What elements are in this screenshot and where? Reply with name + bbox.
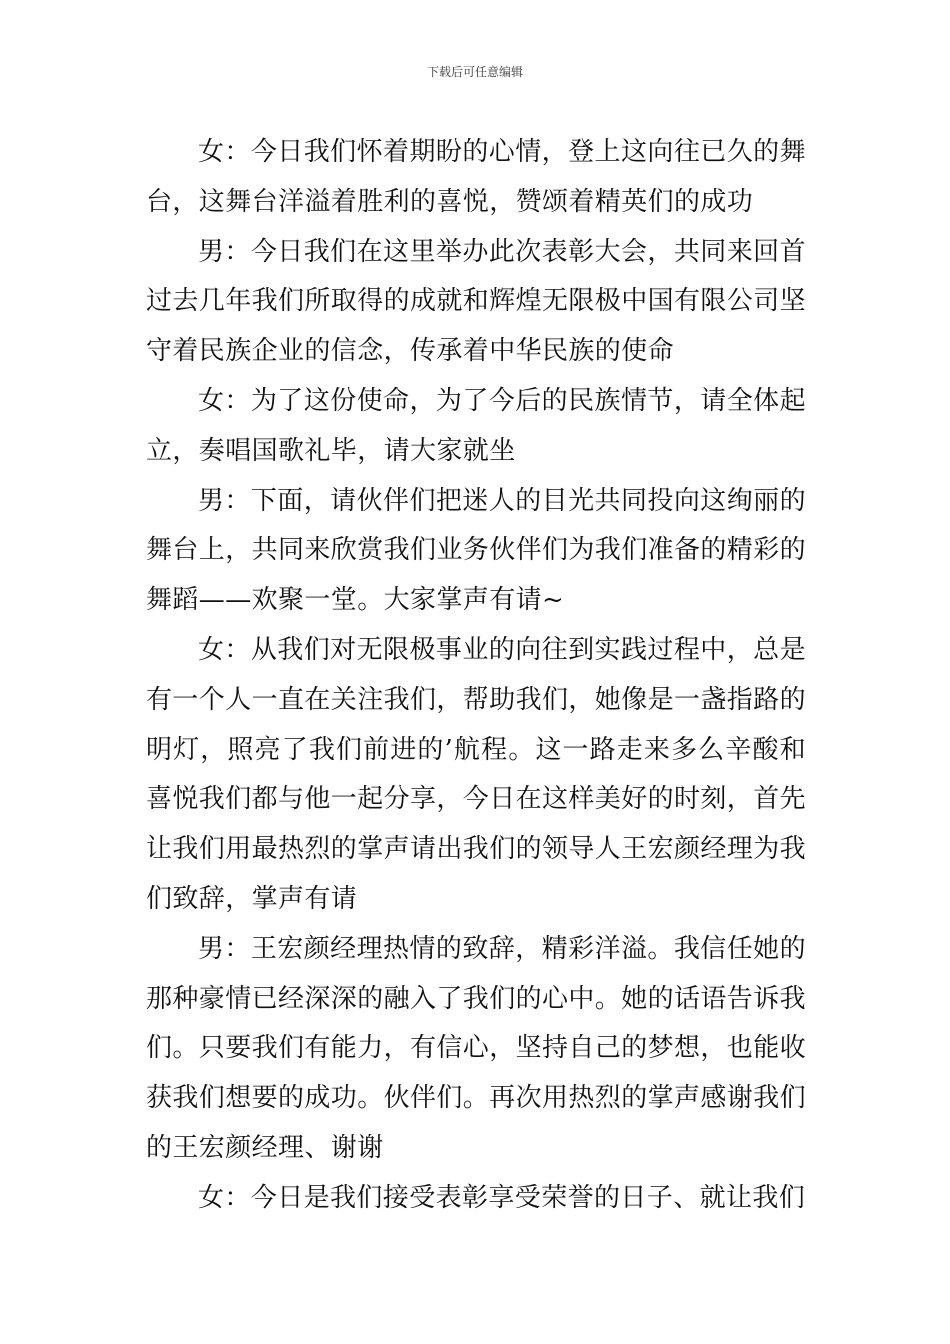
document-body	[146, 128, 806, 1224]
page-header: 下载后可任意编辑	[426, 65, 523, 79]
paragraph-6: 男：王宏颜经理热情的致辞，精彩洋溢。我信任她的那种豪情已经深深的融入了我们的心中。她的话语告诉我们。只要我们有能力，有信心，坚持自己的梦想，也能收获我们想要的成功。伙伴们。再次用热烈的掌声感谢我们的王宏颜经理、谢谢	[146, 933, 807, 1163]
paragraph-7: 女：今日是我们接受表彰享受荣誉的日子、就让我们	[198, 1182, 806, 1213]
paragraph-5: 女：从我们对无限极事业的向往到实践过程中，总是有一个人一直在关注我们，帮助我们，她像是一盏指路的明灯，照亮了我们前进的’航程。这一路走来多么辛酸和喜悦我们都与他一起分享，今日在这样美好的时刻，首先让我们用最热烈的掌声请出我们的领导人王宏颜经理为我们致辞，掌声有请	[146, 634, 807, 914]
paragraph-2: 男：今日我们在这里举办此次表彰大会，共同来回首过去几年我们所取得的成就和辉煌无限极中国有限公司坚守着民族企业的信念，传承着中华民族的使命	[146, 236, 807, 367]
paragraph-3: 女：为了这份使命，为了今后的民族情节，请全体起立，奏唱国歌礼毕，请大家就坐	[146, 385, 806, 466]
paragraph-4: 男：下面，请伙伴们把迷人的目光共同投向这绚丽的舞台上，共同来欣赏我们业务伙伴们为我们准备的精彩的舞蹈——欢聚一堂。大家掌声有请~	[146, 485, 807, 616]
paragraph-1: 女：今日我们怀着期盼的心情，登上这向往已久的舞台，这舞台洋溢着胜利的喜悦，赞颂着精英们的成功	[146, 137, 806, 217]
